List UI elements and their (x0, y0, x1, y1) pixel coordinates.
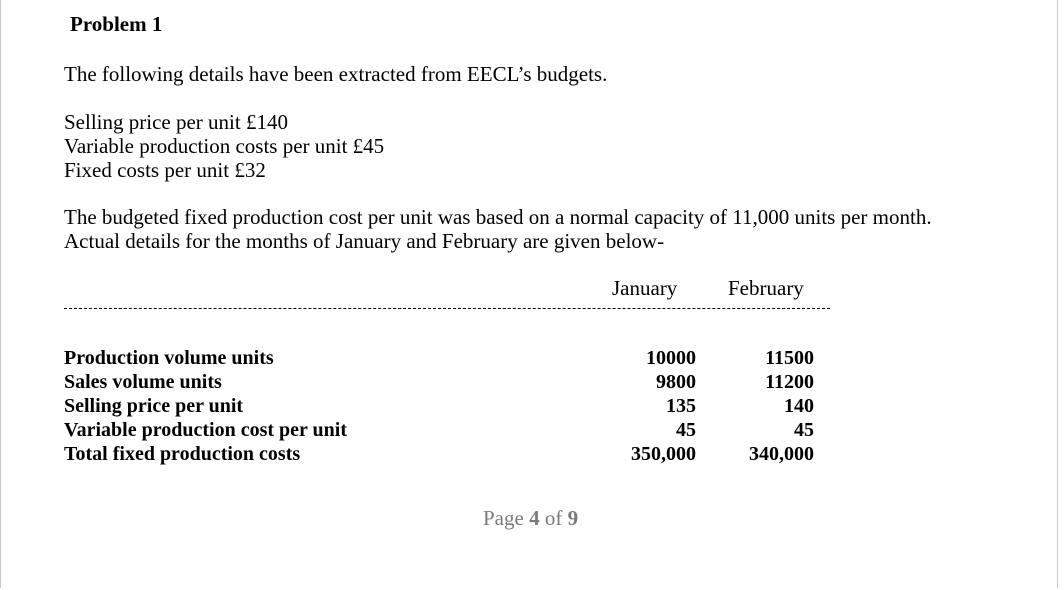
detail-line-variable-costs: Variable production costs per unit £45 (64, 134, 385, 158)
intro-text: The following details have been extracted from EECL’s budgets. (64, 62, 608, 86)
january-value: 9800 (656, 371, 696, 393)
detail-line-selling-price: Selling price per unit £140 (64, 110, 288, 134)
table-row (0, 347, 1064, 371)
dashed-divider (64, 308, 830, 309)
february-value: 11200 (765, 371, 814, 393)
row-label: Production volume units (64, 347, 274, 369)
february-value: 11500 (765, 347, 814, 369)
february-value: 140 (784, 395, 814, 417)
row-label: Variable production cost per unit (64, 419, 347, 441)
table-row (0, 419, 1064, 443)
row-label: Selling price per unit (64, 395, 244, 417)
january-value: 45 (676, 419, 696, 441)
row-label: Sales volume units (64, 371, 222, 393)
paragraph-line-2: Actual details for the months of January and February are given below- (64, 229, 665, 253)
january-value: 350,000 (631, 443, 696, 465)
of-word: of (544, 506, 563, 530)
budget-details (64, 110, 384, 182)
february-value: 340,000 (749, 443, 814, 465)
paragraph-line-1: The budgeted fixed production cost per unit was based on a normal capacity of 11,000 units per month. (64, 205, 932, 229)
table-row (0, 371, 1064, 395)
column-header-february: February (728, 276, 804, 300)
actuals-table (0, 347, 1064, 467)
february-value: 45 (794, 419, 814, 441)
page-total-number: 9 (567, 506, 579, 530)
page-word: Page (483, 506, 524, 530)
january-value: 10000 (646, 347, 696, 369)
column-header-january: January (612, 276, 678, 300)
page-current-number: 4 (529, 506, 540, 530)
row-label: Total fixed production costs (64, 443, 301, 465)
capacity-paragraph (64, 205, 932, 253)
problem-title: Problem 1 (70, 12, 163, 36)
page-indicator (483, 506, 578, 531)
detail-line-fixed-costs: Fixed costs per unit £32 (64, 158, 266, 182)
table-row (0, 443, 1064, 467)
table-row (0, 395, 1064, 419)
january-value: 135 (666, 395, 696, 417)
